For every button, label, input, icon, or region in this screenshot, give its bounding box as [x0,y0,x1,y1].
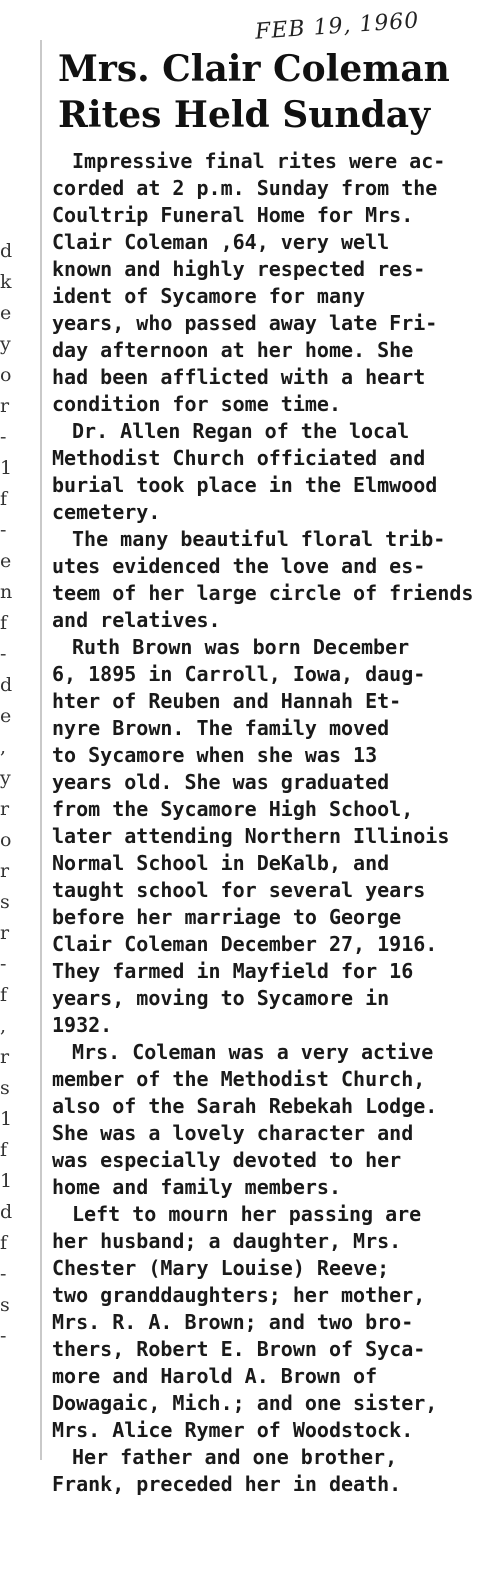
article-line: day afternoon at her home. She [52,338,414,362]
article-line: ident of Sycamore for many [52,284,366,308]
article-line: The many beautiful floral trib- [72,527,446,551]
article-line: 1932. [52,1013,113,1037]
margin-fragment: - [0,426,7,448]
article-paragraph [52,1444,466,1498]
handwritten-date: FEB 19, 1960 [254,8,421,45]
article-line: Coultrip Funeral Home for Mrs. [52,203,414,227]
article-line: home and family members. [52,1175,341,1199]
headline-line-1: Mrs. Clair Coleman [58,48,450,90]
margin-fragment: y [0,767,11,789]
margin-fragment: f [0,612,8,634]
margin-fragment: d [0,240,13,262]
article-line: more and Harold A. Brown of [52,1364,378,1388]
margin-fragment: r [0,798,10,820]
adjacent-column-fragments [0,240,14,1360]
article-line: Clair Coleman ,64, very well [52,230,390,254]
article-line: years, who passed away late Fri- [52,311,438,335]
article-line: years, moving to Sycamore in [52,986,390,1010]
margin-fragment: n [0,581,13,603]
article-line: 6, 1895 in Carroll, Iowa, daug- [52,662,426,686]
article-line: She was a lovely character and [52,1121,414,1145]
article-line: Mrs. R. A. Brown; and two bro- [52,1310,414,1334]
article-line: hter of Reuben and Hannah Et- [52,689,402,713]
article-line: nyre Brown. The family moved [52,716,390,740]
column-rule [40,40,42,1460]
article-paragraph [52,526,474,634]
article-line: to Sycamore when she was 13 [52,743,378,767]
margin-fragment: f [0,488,8,510]
article-line: had been afflicted with a heart [52,365,426,389]
article-line: two granddaughters; her mother, [52,1283,426,1307]
margin-fragment: r [0,395,10,417]
margin-fragment: s [0,891,10,913]
margin-fragment: r [0,922,10,944]
margin-fragment: - [0,953,7,975]
article-line: Clair Coleman December 27, 1916. [52,932,438,956]
article-paragraph [52,418,466,526]
margin-fragment: y [0,333,11,355]
margin-fragment: e [0,302,12,324]
margin-fragment: f [0,1232,8,1254]
margin-fragment: s [0,1077,10,1099]
article-line: member of the Methodist Church, [52,1067,426,1091]
article-paragraph [52,1039,466,1201]
article-line: Chester (Mary Louise) Reeve; [52,1256,390,1280]
article-line: cemetery. [52,500,161,524]
article-line: years old. She was graduated [52,770,390,794]
article-line: Ruth Brown was born December [72,635,410,659]
margin-fragment: , [0,1015,7,1037]
margin-fragment: e [0,705,12,727]
article-line: Her father and one brother, [72,1445,398,1469]
margin-fragment: 1 [0,1108,13,1130]
article-line: Mrs. Alice Rymer of Woodstock. [52,1418,414,1442]
article-line: teem of her large circle of friends [52,581,474,605]
article-line: taught school for several years [52,878,426,902]
article-line: Normal School in DeKalb, and [52,851,390,875]
article-line: later attending Northern Illinois [52,824,450,848]
headline [58,46,478,138]
margin-fragment: d [0,1201,13,1223]
margin-fragment: f [0,1139,8,1161]
margin-fragment: o [0,364,12,386]
article-line: condition for some time. [52,392,341,416]
article-line: utes evidenced the love and es- [52,554,426,578]
margin-fragment: - [0,519,7,541]
margin-fragment: o [0,829,12,851]
article-paragraph [52,148,466,418]
article-line: Mrs. Coleman was a very active [72,1040,434,1064]
article-line: corded at 2 p.m. Sunday from the [52,176,438,200]
margin-fragment: 1 [0,1170,13,1192]
margin-fragment: r [0,860,10,882]
margin-fragment: 1 [0,457,13,479]
margin-fragment: e [0,550,12,572]
margin-fragment: f [0,984,8,1006]
headline-line-2: Rites Held Sunday [58,94,430,136]
article-line: known and highly respected res- [52,257,426,281]
margin-fragment: - [0,643,7,665]
article-line: Dr. Allen Regan of the local [72,419,410,443]
article-line: also of the Sarah Rebekah Lodge. [52,1094,438,1118]
article-line: Impressive final rites were ac- [72,149,446,173]
article-line: her husband; a daughter, Mrs. [52,1229,402,1253]
article-line: Methodist Church officiated and [52,446,426,470]
article-paragraph [52,634,466,1039]
article-line: before her marriage to George [52,905,402,929]
margin-fragment: k [0,271,12,293]
margin-fragment: s [0,1294,10,1316]
article-line: burial took place in the Elmwood [52,473,438,497]
margin-fragment: , [0,736,7,758]
article-line: Dowagaic, Mich.; and one sister, [52,1391,438,1415]
article-line: and relatives. [52,608,221,632]
article-line: from the Sycamore High School, [52,797,414,821]
margin-fragment: r [0,1046,10,1068]
margin-fragment: d [0,674,13,696]
margin-fragment: - [0,1325,7,1347]
article-line: They farmed in Mayfield for 16 [52,959,414,983]
article-paragraph [52,1201,466,1444]
article-line: Frank, preceded her in death. [52,1472,402,1496]
article-body [52,148,474,1498]
margin-fragment: - [0,1263,7,1285]
article-line: was especially devoted to her [52,1148,402,1172]
article-line: Left to mourn her passing are [72,1202,422,1226]
article-line: thers, Robert E. Brown of Syca- [52,1337,426,1361]
